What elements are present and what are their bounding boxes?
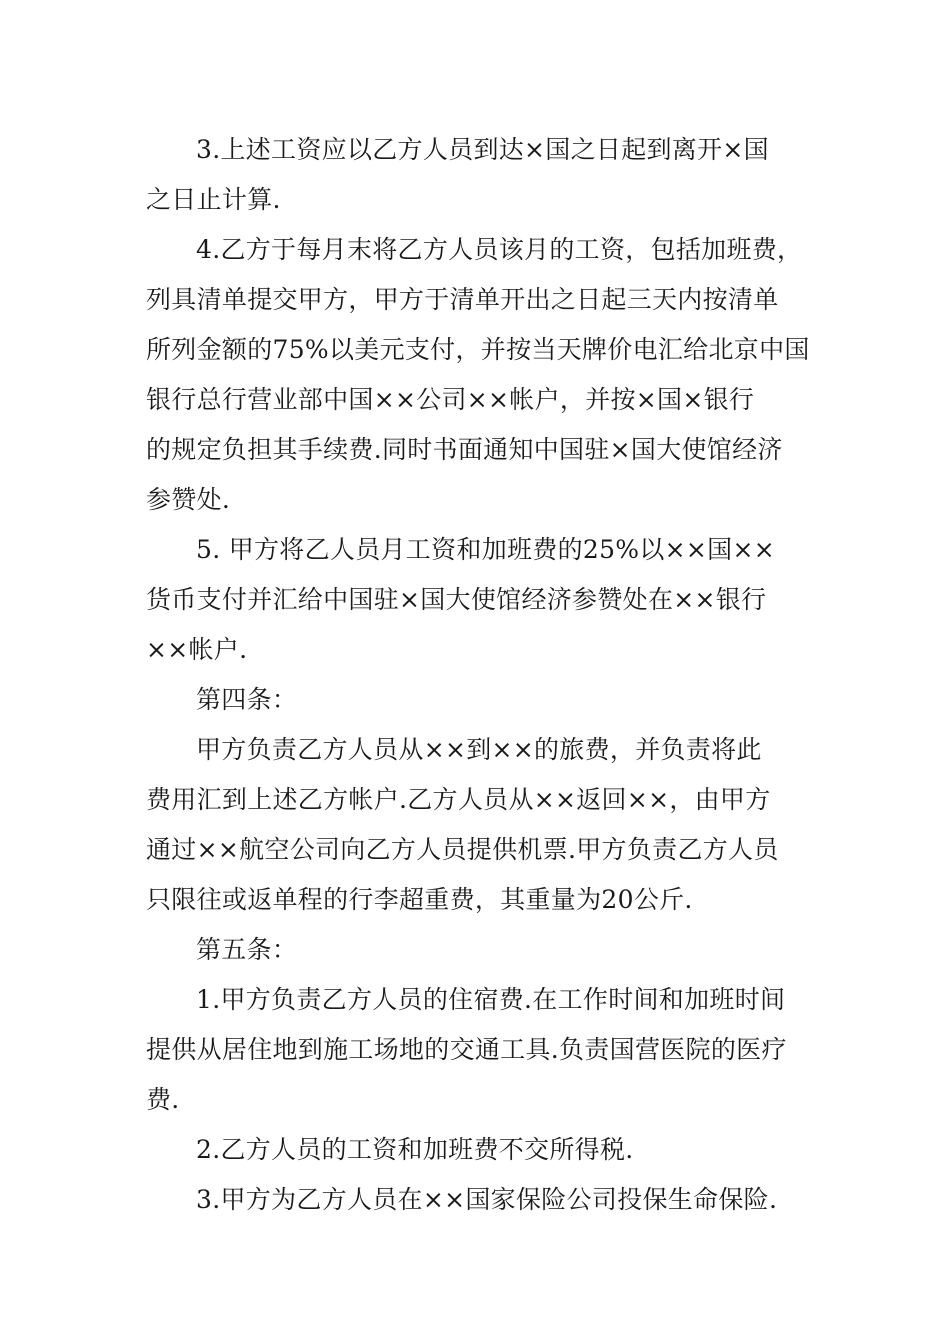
- clause-3-4-line-1: 4.乙方于每月末将乙方人员该月的工资，包括加班费，: [196, 235, 803, 264]
- clause-5-1-line-2: 提供从居住地到施工场地的交通工具.负责国营医院的医疗: [146, 1035, 787, 1064]
- article-4-line-2: 费用汇到上述乙方帐户.乙方人员从××返回××，由甲方: [146, 785, 771, 814]
- clause-3-4-line-6: 参赞处.: [146, 485, 231, 514]
- article-5-heading: 第五条：: [196, 935, 298, 964]
- clause-3-4-line-2: 列具清单提交甲方，甲方于清单开出之日起三天内按清单: [146, 285, 779, 314]
- clause-5-3: 3.甲方为乙方人员在××国家保险公司投保生命保险.: [196, 1185, 778, 1214]
- article-4-line-1: 甲方负责乙方人员从××到××的旅费，并负责将此: [196, 735, 762, 764]
- article-4-line-4: 只限往或返单程的行李超重费，其重量为20公斤.: [146, 885, 693, 914]
- clause-5-2: 2.乙方人员的工资和加班费不交所得税.: [196, 1135, 634, 1164]
- clause-3-4-line-5: 的规定负担其手续费.同时书面通知中国驻×国大使馆经济: [146, 435, 783, 464]
- clause-3-4-line-3: 所列金额的75%以美元支付，并按当天牌价电汇给北京中国: [146, 335, 810, 364]
- clause-5-1-line-1: 1.甲方负责乙方人员的住宿费.在工作时间和加班时间: [196, 985, 786, 1014]
- clause-3-3-line-1: 3.上述工资应以乙方人员到达×国之日起到离开×国: [196, 135, 769, 164]
- article-4-line-3: 通过××航空公司向乙方人员提供机票.甲方负责乙方人员: [146, 835, 779, 864]
- clause-3-3-line-2: 之日止计算.: [146, 185, 281, 214]
- clause-3-5-line-3: ××帐户.: [146, 635, 248, 664]
- clause-5-1-line-3: 费.: [146, 1085, 180, 1114]
- clause-3-4-line-4: 银行总行营业部中国××公司××帐户，并按×国×银行: [146, 385, 755, 414]
- clause-3-5-line-1: 5. 甲方将乙人员月工资和加班费的25%以××国××: [196, 535, 775, 564]
- article-4-heading: 第四条：: [196, 685, 298, 714]
- clause-3-5-line-2: 货币支付并汇给中国驻×国大使馆经济参赞处在××银行: [146, 585, 767, 614]
